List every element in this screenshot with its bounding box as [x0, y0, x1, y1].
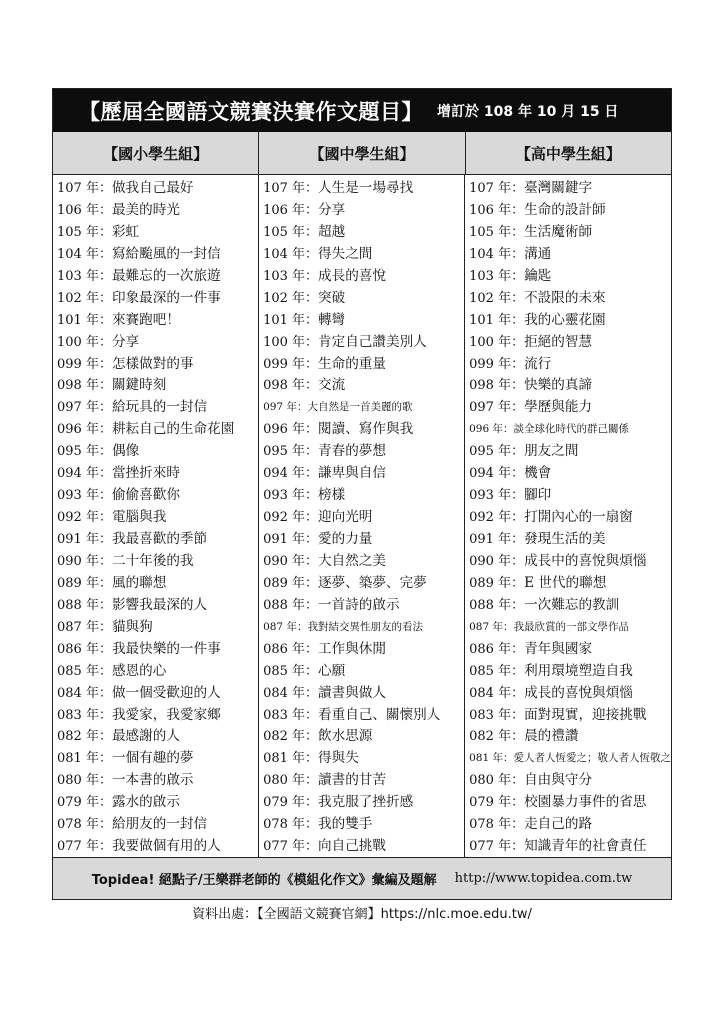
topic-title: 印象最深的一件事	[111, 289, 221, 306]
topic-list-item	[263, 222, 464, 244]
topic-list-item	[57, 639, 258, 661]
topic-year: 094 年：	[57, 466, 112, 482]
topic-year: 081 年：	[469, 752, 514, 765]
topic-title: 一本書的啟示	[111, 772, 194, 789]
topic-year: 106 年：	[469, 202, 525, 218]
topic-title: 肯定自己讚美別人	[318, 333, 427, 350]
topic-title: 飲水思源	[318, 728, 373, 745]
topic-year: 077 年：	[469, 839, 525, 855]
topic-title: 晨的禮讚	[524, 728, 579, 745]
topic-title: 貓與狗	[111, 618, 153, 635]
topic-title: 大自然之美	[318, 552, 386, 569]
title-bar	[53, 89, 671, 132]
topic-year: 089 年：	[263, 575, 319, 591]
topic-list-item	[57, 288, 258, 310]
topic-year: 079 年：	[263, 795, 319, 811]
topic-title: 最感謝的人	[111, 728, 180, 745]
topic-year: 093 年：	[469, 488, 525, 504]
topic-year: 098 年：	[263, 378, 319, 394]
topic-list-item	[469, 332, 671, 354]
topic-list-item	[469, 770, 671, 792]
topic-list-item	[57, 375, 258, 397]
topic-year: 105 年：	[263, 224, 319, 240]
topic-year: 086 年：	[57, 641, 112, 657]
topic-year: 094 年：	[469, 466, 525, 482]
topic-year: 082 年：	[263, 729, 319, 745]
topic-title: 拒絕的智慧	[524, 333, 593, 350]
topic-year: 087 年：	[263, 620, 308, 633]
topic-year: 101 年：	[263, 312, 319, 328]
topic-year: 105 年：	[469, 224, 525, 240]
topic-year: 091 年：	[469, 532, 525, 547]
topic-list-item	[263, 441, 464, 463]
topic-list-item	[469, 244, 671, 266]
topic-list-item	[263, 266, 464, 288]
topic-list-item	[469, 573, 671, 595]
topic-year: 087 年：	[57, 619, 112, 635]
topic-title: 人生是一場尋找	[318, 180, 414, 196]
topic-year: 093 年：	[57, 488, 112, 504]
topic-list-item	[263, 310, 464, 332]
topic-year: 078 年：	[57, 817, 112, 833]
topic-title: 青春的夢想	[318, 443, 386, 460]
topic-title: 一個有趣的夢	[111, 750, 194, 767]
topic-list-item	[57, 441, 258, 463]
topic-list-item	[263, 332, 464, 354]
topic-list-item	[57, 507, 258, 529]
topic-title: 我要做個有用的人	[111, 838, 221, 855]
topic-list-item	[469, 375, 671, 397]
topic-title: 溝通	[524, 245, 552, 262]
topic-year: 086 年：	[263, 641, 319, 657]
topic-list-item	[469, 748, 671, 770]
topic-list-item	[57, 419, 258, 441]
topic-title: 我克服了挫折感	[318, 794, 414, 811]
topic-list-item	[469, 266, 671, 288]
topic-list-item	[263, 661, 464, 683]
topic-title: 讀書的甘苦	[318, 772, 386, 789]
topic-year: 091 年：	[57, 532, 112, 547]
topic-list-item	[469, 639, 671, 661]
topic-title: 發現生活的美	[524, 531, 606, 547]
topic-title: 看重自己、關懷別人	[318, 706, 441, 723]
topic-title: 風的聯想	[111, 574, 167, 591]
topic-year: 077 年：	[263, 839, 319, 855]
topic-year: 098 年：	[469, 378, 525, 394]
topic-title: 朋友之間	[524, 443, 579, 460]
topic-list-item	[469, 288, 671, 310]
topic-title: 最美的時光	[111, 201, 180, 218]
topic-year: 100 年：	[263, 334, 319, 350]
topic-title: 露水的啟示	[111, 794, 180, 811]
topic-list-item	[57, 551, 258, 573]
topic-list-item	[469, 397, 671, 419]
topic-year: 084 年：	[263, 685, 319, 701]
topic-title: 二十年後的我	[111, 552, 194, 569]
topic-year: 086 年：	[469, 641, 525, 657]
topic-list-item	[57, 726, 258, 748]
topic-list-item	[469, 419, 671, 441]
topic-year: 095 年：	[57, 444, 112, 460]
topic-title: 關鍵時刻	[111, 377, 167, 394]
topic-title: 打開內心的一扇窗	[524, 509, 633, 526]
topic-year: 097 年：	[469, 400, 525, 416]
topic-title: 給朋友的一封信	[111, 816, 208, 833]
topic-year: 088 年：	[57, 597, 112, 613]
topic-list-item	[469, 792, 671, 814]
topic-list-item	[57, 814, 258, 836]
topic-title: 鑰匙	[524, 267, 552, 284]
topic-list-item	[469, 595, 671, 617]
topic-list-item	[263, 419, 464, 441]
topic-list-item	[263, 529, 464, 551]
topic-year: 084 年：	[469, 685, 525, 701]
topic-title: 得與失	[318, 750, 359, 767]
topic-list-item	[263, 836, 464, 858]
topic-list-item	[57, 178, 258, 200]
topic-year: 082 年：	[57, 729, 112, 745]
topic-year: 085 年：	[469, 663, 525, 679]
senior-high-topic-list	[465, 175, 671, 857]
topic-list-item	[263, 705, 464, 727]
topic-list-item	[263, 354, 464, 376]
source-note: 資料出處：【全國語文競賽官網】https://nlc.moe.edu.tw/	[192, 907, 532, 922]
topic-list-item	[57, 573, 258, 595]
topic-year: 104 年：	[263, 246, 319, 262]
topic-list-item	[469, 178, 671, 200]
topic-year: 081 年：	[57, 751, 112, 767]
topic-title: 謙卑與自信	[318, 465, 386, 482]
topic-title: 閱讀、寫作與我	[318, 421, 414, 438]
column-header-senior-high: 【高中學生組】	[515, 144, 621, 163]
topic-list-item	[469, 683, 671, 705]
topic-year: 103 年：	[263, 268, 319, 284]
topic-title: 讀書與做人	[318, 684, 386, 701]
topic-title: 怎樣做對的事	[111, 355, 194, 372]
topic-list-item	[469, 551, 671, 573]
topic-list-item	[469, 200, 671, 222]
topic-title: 超越	[318, 223, 346, 240]
topic-year: 099 年：	[263, 356, 319, 372]
footer-bar	[53, 857, 671, 899]
topic-year: 084 年：	[57, 685, 112, 701]
topic-list-item	[263, 814, 464, 836]
topic-title: 青年與國家	[524, 640, 593, 657]
topic-list-item	[263, 770, 464, 792]
topic-year: 104 年：	[57, 246, 112, 262]
topic-year: 083 年：	[469, 707, 525, 723]
topic-list-item	[57, 310, 258, 332]
topic-list-item	[469, 354, 671, 376]
topic-year: 097 年：	[57, 400, 112, 416]
topic-year: 101 年：	[469, 312, 525, 328]
topic-year: 095 年：	[263, 444, 319, 460]
topic-title: 愛的力量	[318, 531, 373, 547]
topic-year: 103 年：	[469, 268, 525, 284]
topic-title: 我對結交異性朋友的看法	[307, 620, 423, 633]
topic-year: 078 年：	[263, 817, 319, 833]
topic-list-item	[469, 222, 671, 244]
elementary-topic-list	[53, 175, 259, 857]
topic-list-item	[469, 836, 671, 858]
topic-title: 我最欣賞的一部文學作品	[513, 620, 630, 633]
topic-year: 100 年：	[57, 334, 112, 350]
topic-year: 102 年：	[57, 290, 112, 306]
topic-list-item	[263, 200, 464, 222]
topic-title: 來賽跑吧！	[111, 311, 180, 328]
topic-title: 不設限的未來	[524, 289, 606, 306]
topic-list-item	[57, 617, 258, 639]
topic-list-item	[57, 792, 258, 814]
footer-url[interactable]: http://www.topidea.com.tw	[454, 871, 633, 886]
topic-year: 081 年：	[263, 751, 319, 767]
topic-list-item	[263, 244, 464, 266]
topic-list-item	[57, 354, 258, 376]
column-header-elementary: 【國小學生組】	[53, 132, 259, 174]
topic-year: 089 年：	[469, 575, 525, 591]
topic-list-item	[469, 507, 671, 529]
topic-title: 交流	[318, 377, 346, 394]
topic-year: 107 年：	[263, 181, 319, 196]
topic-title: 電腦與我	[111, 509, 167, 526]
topic-year: 106 年：	[263, 202, 319, 218]
topic-year: 090 年：	[469, 553, 525, 569]
topic-list-item	[263, 551, 464, 573]
topic-title: 學歷與能力	[524, 399, 593, 416]
topic-year: 080 年：	[57, 773, 112, 789]
topic-year: 079 年：	[469, 795, 525, 811]
topic-title: 校園暴力事件的省思	[524, 794, 647, 811]
topic-list-item	[263, 507, 464, 529]
topic-title: 生活魔術師	[524, 223, 593, 240]
topic-title: 耕耘自己的生命花園	[111, 421, 235, 438]
topic-list-item	[263, 375, 464, 397]
topic-year: 101 年：	[57, 312, 112, 328]
topic-columns	[53, 175, 671, 857]
column-header-row	[53, 132, 671, 175]
topic-title: 感恩的心	[111, 662, 167, 679]
topic-title: 心願	[318, 662, 346, 679]
topic-title: 一首詩的啟示	[318, 596, 400, 613]
topic-year: 107 年：	[469, 181, 525, 196]
topic-year: 088 年：	[469, 597, 525, 613]
topic-title: 流行	[524, 355, 552, 372]
topic-list-item	[57, 836, 258, 858]
topic-title: 寫給颱風的一封信	[111, 245, 221, 262]
topic-title: 談全球化時代的群己關係	[513, 423, 630, 436]
topic-year: 096 年：	[469, 423, 514, 436]
revision-date: 增訂於 108 年 10 月 15 日	[437, 103, 619, 120]
topic-list-item	[263, 683, 464, 705]
topic-year: 093 年：	[263, 488, 319, 504]
topic-year: 089 年：	[57, 575, 112, 591]
topic-list-item	[57, 397, 258, 419]
topic-list-item	[469, 529, 671, 551]
topic-year: 077 年：	[57, 839, 112, 855]
topic-list-item	[57, 244, 258, 266]
topic-title: 分享	[111, 333, 140, 350]
topic-year: 083 年：	[57, 707, 112, 723]
topic-title: 我的心靈花園	[524, 311, 606, 328]
topic-year: 083 年：	[263, 707, 319, 723]
topic-title: 成長中的喜悅與煩惱	[524, 552, 647, 569]
topic-table	[52, 88, 672, 900]
topic-year: 102 年：	[469, 290, 525, 306]
topic-title: 榜樣	[318, 487, 346, 504]
topic-title: 成長的喜悅與煩惱	[524, 684, 633, 701]
topic-list-item	[469, 310, 671, 332]
topic-title: 走自己的路	[524, 816, 593, 833]
topic-title: 給玩具的一封信	[111, 399, 208, 416]
topic-title: 知識青年的社會責任	[524, 838, 647, 855]
topic-list-item	[263, 792, 464, 814]
topic-title: 快樂的真諦	[524, 377, 593, 394]
topic-year: 107 年：	[57, 181, 112, 196]
topic-year: 096 年：	[263, 422, 319, 438]
topic-list-item	[57, 705, 258, 727]
topic-year: 091 年：	[263, 532, 319, 547]
topic-year: 079 年：	[57, 795, 112, 811]
topic-title: 最難忘的一次旅遊	[111, 267, 221, 284]
topic-year: 080 年：	[263, 773, 319, 789]
topic-list-item	[57, 683, 258, 705]
topic-title: 偷偷喜歡你	[111, 487, 180, 504]
topic-list-item	[469, 485, 671, 507]
topic-year: 092 年：	[57, 510, 112, 526]
topic-list-item	[263, 617, 464, 639]
topic-list-item	[263, 726, 464, 748]
topic-list-item	[469, 661, 671, 683]
topic-year: 082 年：	[469, 729, 525, 745]
topic-year: 095 年：	[469, 444, 525, 460]
topic-list-item	[469, 814, 671, 836]
topic-list-item	[263, 178, 464, 200]
topic-list-item	[469, 463, 671, 485]
topic-year: 103 年：	[57, 268, 112, 284]
topic-list-item	[263, 573, 464, 595]
topic-year: 099 年：	[57, 356, 112, 372]
topic-year: 097 年：	[263, 401, 308, 414]
topic-title: 生命的重量	[318, 355, 386, 372]
topic-title: 影響我最深的人	[111, 596, 208, 613]
topic-list-item	[57, 748, 258, 770]
topic-year: 087 年：	[469, 620, 514, 633]
topic-list-item	[57, 266, 258, 288]
topic-title: 一次難忘的教訓	[524, 596, 620, 613]
topic-list-item	[263, 748, 464, 770]
topic-list-item	[57, 770, 258, 792]
topic-list-item	[469, 726, 671, 748]
topic-year: 090 年：	[57, 553, 112, 569]
topic-list-item	[57, 529, 258, 551]
topic-year: 078 年：	[469, 817, 525, 833]
topic-list-item	[57, 332, 258, 354]
topic-list-item	[263, 397, 464, 419]
topic-list-item	[469, 705, 671, 727]
topic-list-item	[263, 288, 464, 310]
topic-title: 大自然是一首美麗的歌	[307, 401, 413, 414]
topic-year: 098 年：	[57, 378, 112, 394]
topic-title: 當挫折來時	[111, 465, 180, 482]
topic-list-item	[57, 661, 258, 683]
topic-year: 080 年：	[469, 773, 525, 789]
topic-year: 096 年：	[57, 422, 112, 438]
topic-title: 臺灣關鍵字	[524, 180, 593, 196]
topic-title: 面對現實，迎接挑戰	[524, 706, 647, 723]
topic-title: 偶像	[111, 443, 140, 460]
topic-year: 092 年：	[263, 510, 319, 526]
topic-title: 做一個受歡迎的人	[111, 684, 221, 701]
topic-year: 090 年：	[263, 553, 319, 569]
topic-year: 099 年：	[469, 356, 525, 372]
topic-title: 向自己挑戰	[318, 838, 386, 855]
topic-list-item	[57, 200, 258, 222]
topic-title: 我的雙手	[318, 816, 373, 833]
footer-brand: Topidea! 絕點子/王樂群老師的《模組化作文》彙編及題解	[91, 873, 437, 888]
topic-title: 成長的喜悅	[318, 267, 386, 284]
topic-title: 突破	[318, 289, 346, 306]
topic-title: 彩虹	[111, 223, 140, 240]
topic-year: 092 年：	[469, 510, 525, 526]
topic-title: 我最喜歡的季節	[111, 531, 208, 547]
topic-title: 生命的設計師	[524, 201, 606, 218]
topic-list-item	[263, 639, 464, 661]
topic-year: 094 年：	[263, 466, 319, 482]
topic-year: 100 年：	[469, 334, 525, 350]
topic-title: 自由與守分	[524, 772, 593, 789]
topic-year: 106 年：	[57, 202, 112, 218]
topic-year: 105 年：	[57, 224, 112, 240]
topic-title: 做我自己最好	[111, 180, 194, 196]
topic-title: E 世代的聯想	[524, 574, 607, 591]
topic-list-item	[57, 485, 258, 507]
topic-title: 機會	[524, 465, 552, 482]
topic-year: 085 年：	[263, 663, 319, 679]
junior-high-topic-list	[259, 175, 465, 857]
topic-title: 轉彎	[318, 311, 346, 328]
topic-list-item	[57, 463, 258, 485]
topic-title: 得失之間	[318, 245, 373, 262]
topic-title: 利用環境塑造自我	[524, 662, 633, 679]
topic-list-item	[263, 485, 464, 507]
topic-title: 我最快樂的一件事	[111, 640, 221, 657]
topic-title: 腳印	[524, 487, 552, 504]
topic-list-item	[57, 595, 258, 617]
topic-title: 工作與休閒	[318, 640, 386, 657]
topic-list-item	[57, 222, 258, 244]
topic-list-item	[263, 463, 464, 485]
topic-title: 逐夢、築夢、完夢	[318, 574, 427, 591]
topic-year: 104 年：	[469, 246, 525, 262]
topic-list-item	[263, 595, 464, 617]
topic-title: 迎向光明	[318, 509, 373, 526]
topic-list-item	[469, 441, 671, 463]
topic-list-item	[469, 617, 671, 639]
page-title: 【歷屆全國語文競賽決賽作文題目】	[79, 99, 423, 124]
topic-year: 102 年：	[263, 290, 319, 306]
topic-title: 分享	[318, 201, 346, 218]
topic-title: 愛人者人恆愛之；敬人者人恆敬之	[513, 752, 672, 765]
column-header-junior-high: 【國中學生組】	[259, 132, 465, 174]
topic-title: 我愛家，我愛家鄉	[111, 706, 221, 723]
topic-year: 088 年：	[263, 597, 319, 613]
topic-year: 085 年：	[57, 663, 112, 679]
